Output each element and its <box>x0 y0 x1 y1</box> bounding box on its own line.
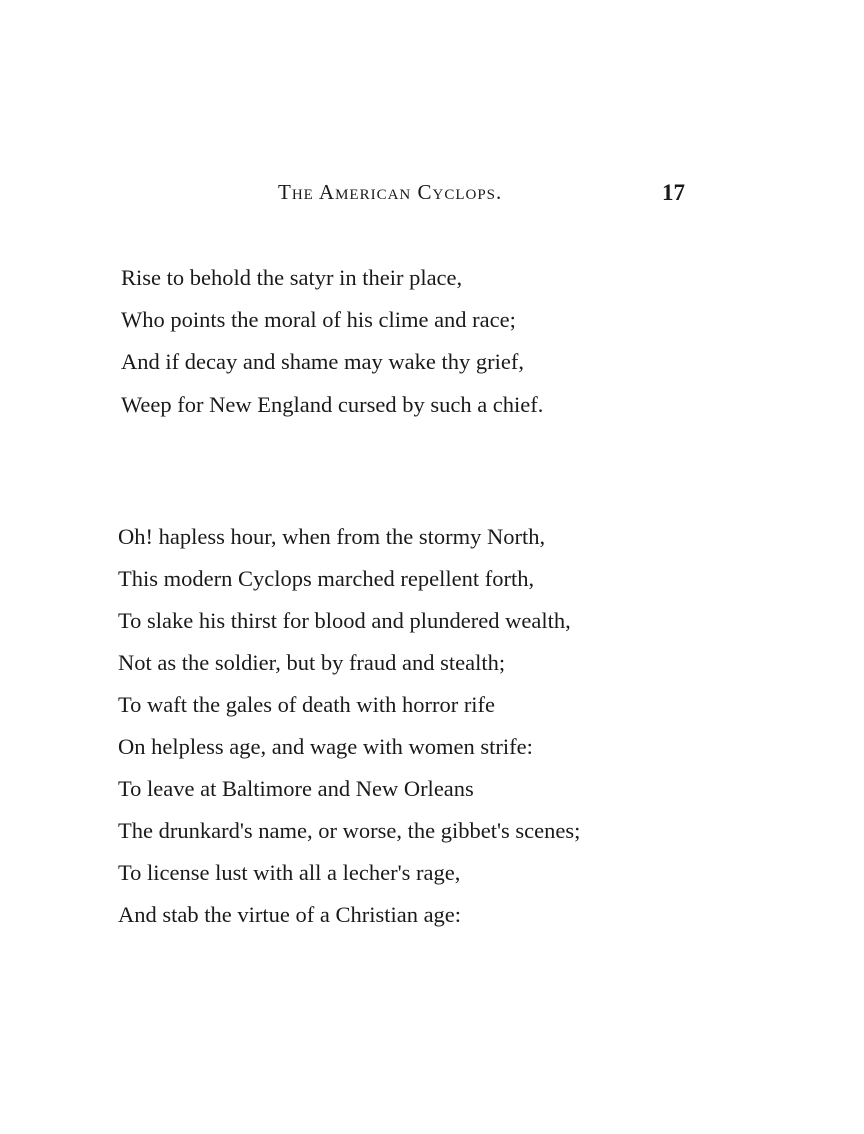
poem-line: On helpless age, and wage with women strife: <box>118 734 533 759</box>
page-number: 17 <box>662 180 685 205</box>
poem-line: Oh! hapless hour, when from the stormy North, <box>118 524 546 549</box>
poem-line: To waft the gales of death with horror rife <box>118 692 496 717</box>
poem-line: Rise to behold the satyr in their place, <box>121 265 463 290</box>
poem-line: The drunkard's name, or worse, the gibbet's scenes; <box>118 818 581 843</box>
poem-line: And stab the virtue of a Christian age: <box>118 902 462 927</box>
poem-line: And if decay and shame may wake thy grief, <box>121 349 524 374</box>
poem-line: Weep for New England cursed by such a chief. <box>121 392 544 417</box>
poem-line: To leave at Baltimore and New Orleans <box>118 776 474 801</box>
poem-line: Who points the moral of his clime and race; <box>121 307 516 332</box>
poem-line: This modern Cyclops marched repellent forth, <box>118 566 535 591</box>
poem-line: Not as the soldier, but by fraud and stealth; <box>118 650 506 675</box>
running-title: The American Cyclops. <box>278 180 503 204</box>
poem-line: To slake his thirst for blood and plundered wealth, <box>118 608 571 633</box>
poem-line: To license lust with all a lecher's rage, <box>118 860 461 885</box>
